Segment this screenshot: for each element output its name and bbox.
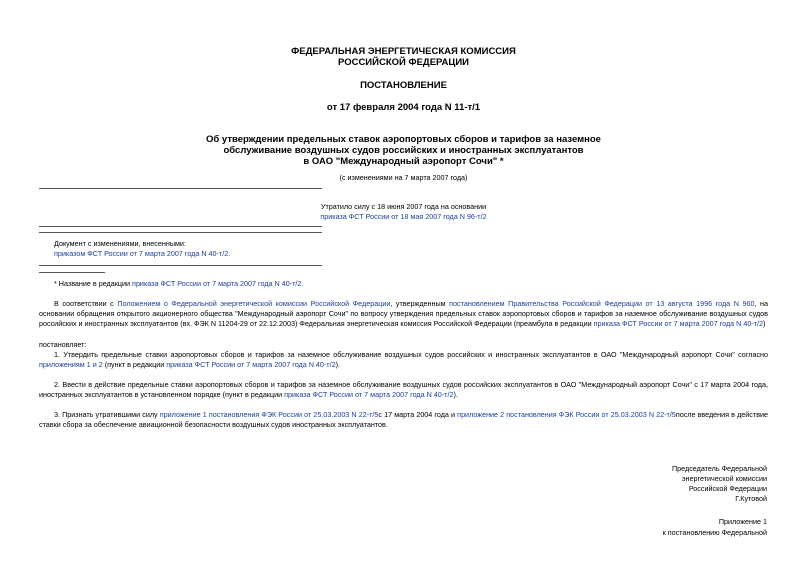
- doc-changes-link[interactable]: приказом ФСТ России от 7 марта 2007 года N 40-т/2.: [54, 249, 231, 258]
- preamble-paragraph: [39, 299, 768, 329]
- status-text: Утратило силу с 18 июня 2007 года на основании: [320, 202, 487, 211]
- amendments-note: (с изменениями на 7 марта 2007 года): [339, 173, 468, 182]
- doc-title-line1: Об утверждении предельных ставок аэропортовых сборов и тарифов за наземное: [206, 134, 601, 145]
- item-text: 3. Признать утратившими силу: [54, 410, 158, 419]
- footnote-divider: [39, 272, 105, 273]
- preamble-text: , утвержденным: [390, 299, 446, 308]
- signature-line: Российской Федерации: [688, 484, 767, 493]
- signature-line: Председатель Федеральной: [672, 464, 767, 473]
- item-1: [39, 350, 768, 370]
- item-3-link-appendix-2[interactable]: приложение 2 постановления ФЭК России от 25.03.2003 N 22-т/5: [457, 410, 676, 419]
- footnote-link[interactable]: приказа ФСТ России от 7 марта 2007 года N 40-т/2.: [132, 279, 304, 288]
- footnote-prefix: * Название в редакции: [54, 279, 131, 288]
- doc-type: ПОСТАНОВЛЕНИЕ: [360, 80, 447, 91]
- item-1-link-fst-order[interactable]: приказа ФСТ России от 7 марта 2007 года N 40-т/2: [166, 360, 336, 369]
- preamble-link-fst-order[interactable]: приказа ФСТ России от 7 марта 2007 года N 40-т/2: [593, 319, 763, 328]
- appendix-line: Приложение 1: [718, 517, 767, 526]
- item-2: [39, 380, 768, 400]
- divider: [39, 232, 322, 233]
- status-link[interactable]: приказа ФСТ России от 18 мая 2007 года N 96-т/2: [320, 212, 487, 221]
- divider: [39, 265, 322, 266]
- item-2-link-fst-order[interactable]: приказа ФСТ России от 7 марта 2007 года N 40-т/2: [284, 390, 454, 399]
- doc-title-line2: обслуживание воздушных судов российских и иностранных эксплуатантов: [223, 145, 584, 156]
- preamble-link-regulation[interactable]: Положением о Федеральной энергетической комиссии Российской Федерации: [117, 299, 391, 308]
- item-text: ).: [335, 360, 340, 369]
- doc-title-line3: в ОАО "Международный аэропорт Сочи" *: [303, 156, 504, 167]
- appendix-line: к постановлению Федеральной: [662, 528, 767, 537]
- preamble-text: В соответствии с: [54, 299, 114, 308]
- item-text: 2. Ввести в действие предельные ставки аэропортовых сборов и тарифов за наземное обслуживание воздушных судов российских эксплуатантов в ОАО "Международный аэропорт Сочи" с 17 марта 2004 года, иностранных эксплуатантов в установленном порядке (пункт в редакции: [39, 380, 768, 399]
- item-3: [39, 410, 768, 430]
- doc-changes-label: Документ с изменениями, внесенными:: [54, 239, 186, 248]
- item-text: 1. Утвердить предельные ставки аэропортовых сборов и тарифов за наземное обслуживание воздушных судов российских и иностранных эксплуатантов в ОАО "Международный аэропорт Сочи" согласно: [54, 350, 768, 359]
- item-text: (пункт в редакции: [104, 360, 165, 369]
- org-name-line2: РОССИЙСКОЙ ФЕДЕРАЦИИ: [337, 57, 469, 68]
- item-text: с 17 марта 2004 года и: [378, 410, 456, 419]
- signature-name: Г.Кутовой: [735, 494, 767, 503]
- org-name-line1: ФЕДЕРАЛЬНАЯ ЭНЕРГЕТИЧЕСКАЯ КОМИССИЯ: [291, 46, 516, 57]
- divider: [39, 188, 322, 189]
- preamble-text: ): [763, 319, 766, 328]
- preamble-text: , на основании обращения открытого акционерного общества "Международный аэропорт Сочи" по вопросу утверждения предельных ставок аэропортовых сборов и тарифов за наземное обслуживание воздушных судов российских и иностранных эксплуатантов (вх. ФЭК N 11204-29 от 22.12.2003) Федеральная энергетическая комиссия Российской Федерации (преамбула в редакции: [39, 299, 768, 328]
- preamble-link-government-decree[interactable]: постановлением Правительства Российской Федерации от 13 августа 1996 года N 960: [449, 299, 755, 308]
- divider: [39, 226, 322, 227]
- item-1-link-appendices[interactable]: приложениям 1 и 2: [39, 360, 103, 369]
- doc-date-number: от 17 февраля 2004 года N 11-т/1: [326, 102, 481, 113]
- item-text: ).: [453, 390, 458, 399]
- footnote: [54, 279, 303, 289]
- resolves-label: постановляет:: [39, 340, 87, 349]
- item-text: после введения в действие ставки сбора за обеспечение авиационной безопасности воздушных судов иностранных эксплуатантов.: [39, 410, 769, 429]
- item-3-link-appendix-1[interactable]: приложение 1 постановления ФЭК России от 25.03.2003 N 22-т/5: [159, 410, 379, 419]
- signature-line: энергетической комиссии: [681, 474, 767, 483]
